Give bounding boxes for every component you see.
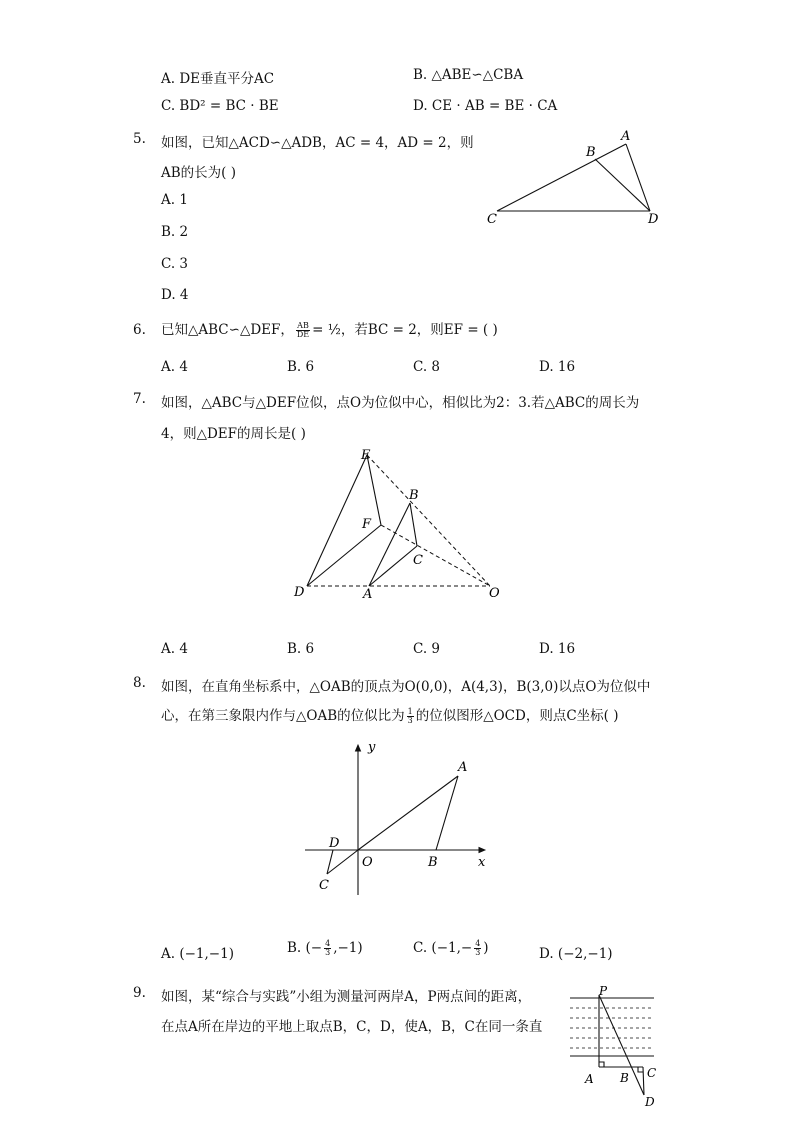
q8-stem-line2-post: 的位似图形△OCD，则点C坐标( ) <box>415 708 619 724</box>
q5-stem-line2: AB的长为( ) <box>161 165 236 181</box>
q8-label-o: O <box>362 855 373 870</box>
q5-triangle-figure <box>480 125 670 230</box>
q8-ratio-num: 1 <box>407 707 413 716</box>
q9-number: 9. <box>133 985 146 1001</box>
q7-label-c: C <box>413 553 423 568</box>
q8-label-b: B <box>428 855 438 870</box>
q6-stem <box>161 318 498 339</box>
q7-option-c: C. 9 <box>413 641 441 657</box>
q5-option-b: B. 2 <box>161 224 189 240</box>
q8-option-b-post: ,−1) <box>333 940 363 956</box>
q6-number: 6. <box>133 322 146 338</box>
q8-label-d: D <box>329 836 340 851</box>
q8-option-d: D. (−2,−1) <box>539 946 613 962</box>
q6-stem-pre: 已知△ABC∽△DEF， <box>161 322 294 338</box>
q8-option-b-num: 4 <box>325 939 331 948</box>
q8-ratio-den: 3 <box>407 716 413 725</box>
q9-label-a: A <box>585 1072 594 1086</box>
q9-river-figure <box>568 983 663 1111</box>
q9-stem-line2: 在点A所在岸边的平地上取点B，C，D，使A，B，C在同一条直 <box>161 1019 543 1035</box>
q5-number: 5. <box>133 131 146 147</box>
q5-option-d: D. 4 <box>161 287 189 303</box>
q8-number: 8. <box>133 675 146 691</box>
q7-homothety-figure <box>285 440 510 605</box>
q4-option-d: D. CE · AB = BE · CA <box>413 98 558 114</box>
q6-option-b: B. 6 <box>287 359 315 375</box>
q8-stem-line2-pre: 心，在第三象限内作与△OAB的位似比为 <box>161 708 405 724</box>
q6-option-c: C. 8 <box>413 359 441 375</box>
q7-number: 7. <box>133 391 146 407</box>
q7-stem-line1: 如图，△ABC与△DEF位似，点O为位似中心，相似比为2：3.若△ABC的周长为 <box>161 395 640 411</box>
q8-label-a: A <box>458 760 468 775</box>
q5-label-a: A <box>621 129 631 144</box>
q8-label-c: C <box>319 878 329 893</box>
q8-option-b-fraction <box>324 940 331 957</box>
q8-option-c-num: 4 <box>475 939 481 948</box>
q6-frac-den: DE <box>296 330 310 339</box>
q6-frac-num: AB <box>297 321 309 330</box>
q5-label-b: B <box>586 145 596 160</box>
q4-option-c: C. BD² = BC · BE <box>161 98 279 114</box>
q8-stem-line1: 如图，在直角坐标系中，△OAB的顶点为O(0,0)，A(4,3)，B(3,0)以点O为位似中 <box>161 679 651 695</box>
q6-fraction <box>296 322 310 339</box>
q7-stem-line2: 4，则△DEF的周长是( ) <box>161 426 306 442</box>
q4-option-a: A. DE垂直平分AC <box>161 71 275 87</box>
q9-label-p: P <box>599 984 608 998</box>
q8-option-b-pre: B. (− <box>287 940 323 956</box>
q8-option-c-pre: C. (−1,− <box>413 940 473 956</box>
q9-label-d: D <box>645 1095 655 1109</box>
q5-label-d: D <box>648 212 659 227</box>
q8-option-c-fraction <box>474 940 481 957</box>
q6-stem-post: = ½，若BC = 2，则EF = ( ) <box>312 322 498 338</box>
q9-label-b: B <box>620 1071 629 1085</box>
q5-stem-line1: 如图，已知△ACD∽△ADB，AC = 4，AD = 2，则 <box>161 135 474 151</box>
q8-ratio-fraction <box>407 708 414 725</box>
q8-label-x: x <box>478 855 486 870</box>
q5-option-a: A. 1 <box>161 192 188 208</box>
q4-option-b: B. △ABE∽△CBA <box>413 67 524 83</box>
q7-label-f: F <box>362 517 372 532</box>
q5-label-c: C <box>487 212 497 227</box>
q7-option-d: D. 16 <box>539 641 576 657</box>
q8-stem-line2 <box>161 704 618 725</box>
q5-option-c: C. 3 <box>161 256 189 272</box>
q8-label-y: y <box>368 740 376 755</box>
q8-option-c-post: ) <box>483 940 489 956</box>
q7-option-a: A. 4 <box>161 641 188 657</box>
q7-option-b: B. 6 <box>287 641 315 657</box>
q6-option-a: A. 4 <box>161 359 188 375</box>
q9-label-c: C <box>647 1066 657 1080</box>
q8-option-c-den: 3 <box>475 948 481 957</box>
q8-coordinate-figure <box>300 735 495 900</box>
q7-label-b: B <box>409 488 419 503</box>
q7-label-e: E <box>361 448 371 463</box>
q8-option-a: A. (−1,−1) <box>161 946 234 962</box>
q6-option-d: D. 16 <box>539 359 576 375</box>
q7-label-a: A <box>363 587 373 602</box>
q8-option-b <box>287 940 363 957</box>
q8-option-b-den: 3 <box>325 948 331 957</box>
q9-stem-line1: 如图，某“综合与实践”小组为测量河两岸A，P两点间的距离， <box>161 989 532 1005</box>
q8-option-c <box>413 940 489 957</box>
q7-label-d: D <box>294 585 305 600</box>
q7-label-o: O <box>489 586 500 601</box>
